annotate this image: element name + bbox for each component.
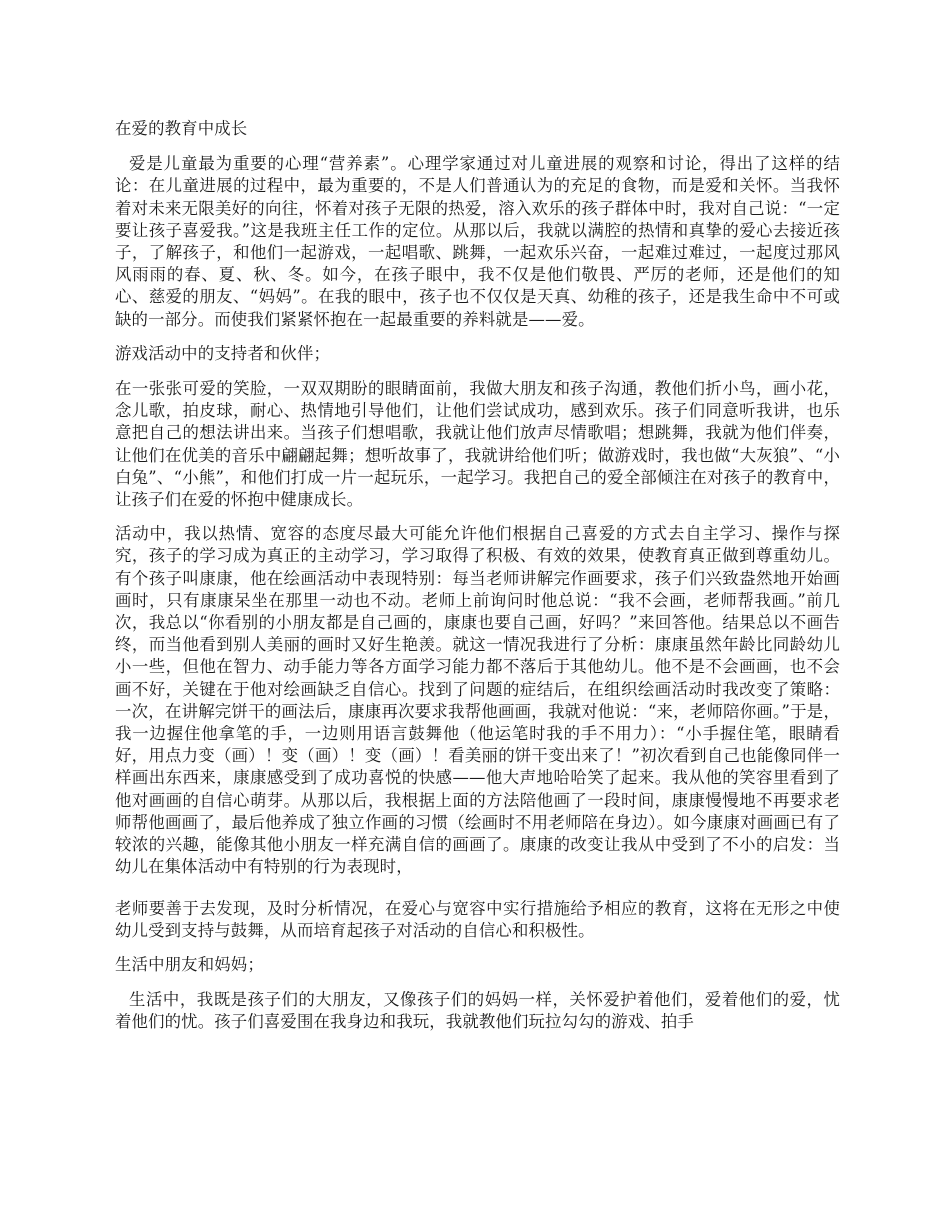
paragraph-intro: 爱是儿童最为重要的心理“营养素”。心理学家通过对儿童进展的观察和讨论，得出了这样的结论：在儿童进展的过程中，最为重要的，不是人们普通认为的充足的食物，而是爱和关怀。当我怀着对未来无限美好的向往，怀着对孩子无限的热爱，溶入欢乐的孩子群体中时，我对自己说：“一定要让孩子喜爱我。”这是我班主任工作的定位。从那以后，我就以满腔的热情和真挚的爱心去接近孩子，了解孩子，和他们一起游戏，一起唱歌、跳舞，一起欢乐兴奋，一起难过难过，一起度过那风风雨雨的春、夏、秋、冬。如今，在孩子眼中，我不仅是他们敬畏、严厉的老师，还是他们的知心、慈爱的朋友、“妈妈”。在我的眼中，孩子也不仅仅是天真、幼稚的孩子，还是我生命中不可或缺的一部分。而使我们紧紧怀抱在一起最重要的养料就是——爱。 <box>115 154 840 329</box>
section-heading-games: 游戏活动中的支持者和伙伴； <box>115 343 331 363</box>
paragraph-activity-kangkang: 活动中，我以热情、宽容的态度尽最大可能允许他们根据自己喜爱的方式去自主学习、操作与探究，孩子的学习成为真正的主动学习，学习取得了积极、有效的效果，使教育真正做到尊重幼儿。有个孩子叫康康，他在绘画活动中表现特别：每当老师讲解完作画要求，孩子们兴致盎然地开始画画时，只有康康呆坐在那里一动也不动。老师上前询问时他总说：“我不会画，老师帮我画。”前几次，我总以“你看别的小朋友都是自己画的，康康也要自己画，好吗？”来回答他。结果总以不画告终，而当他看到别人美丽的画时又好生艳羡。就这一情况我进行了分析：康康虽然年龄比同龄幼儿小一些，但他在智力、动手能力等各方面学习能力都不落后于其他幼儿。他不是不会画画，也不会画不好，关键在于他对绘画缺乏自信心。找到了问题的症结后，在组织绘画活动时我改变了策略：一次，在讲解完饼干的画法后，康康再次要求我帮他画画，我就对他说：“来，老师陪你画。”于是，我一边握住他拿笔的手，一边则用语言鼓舞他（他运笔时我的手不用力）：“小手握住笔，眼睛看好，用点力变（画）！变（画）！变（画）！看美丽的饼干变出来了！”初次看到自己也能像同伴一样画出东西来，康康感受到了成功喜悦的快感——他大声地哈哈笑了起来。我从他的笑容里看到了他对画画的自信心萌芽。从那以后，我根据上面的方法陪他画了一段时间，康康慢慢地不再要求老师帮他画画了，最后他养成了独立作画的习惯（绘画时不用老师陪在身边）。如今康康对画画已有了较浓的兴趣，能像其他小朋友一样充满自信的画画了。康康的改变让我从中受到了不小的启发：当幼儿在集体活动中有特别的行为表现时， <box>115 524 840 877</box>
document-title: 在爱的教育中成长 <box>115 119 248 138</box>
document-body <box>115 118 840 1046</box>
paragraph-games: 在一张张可爱的笑脸，一双双期盼的眼睛面前，我做大朋友和孩子沟通，教他们折小鸟，画小花，念儿歌，拍皮球，耐心、热情地引导他们，让他们尝试成功，感到欢乐。孩子们同意听我讲，也乐意把自己的想法讲出来。当孩子们想唱歌，我就让他们放声尽情歌唱；想跳舞，我就为他们伴奏，让他们在优美的音乐中翩翩起舞；想听故事了，我就讲给他们听；做游戏时，我也做“大灰狼”、“小白兔”、“小熊”，和他们打成一片一起玩乐，一起学习。我把自己的爱全部倾注在对孩子的教育中，让孩子们在爱的怀抱中健康成长。 <box>115 379 840 510</box>
paragraph-teacher-advice: 老师要善于去发现，及时分析情况，在爱心与宽容中实行措施给予相应的教育，这将在无形之中使幼儿受到支持与鼓舞，从而培育起孩子对活动的自信心和积极性。 <box>115 898 840 940</box>
paragraph-life: 生活中，我既是孩子们的大朋友，又像孩子们的妈妈一样，关怀爱护着他们，爱着他们的爱，忧着他们的忧。孩子们喜爱围在我身边和我玩，我就教他们玩拉勾勾的游戏、拍手 <box>115 990 840 1032</box>
section-heading-life: 生活中朋友和妈妈； <box>115 954 264 974</box>
